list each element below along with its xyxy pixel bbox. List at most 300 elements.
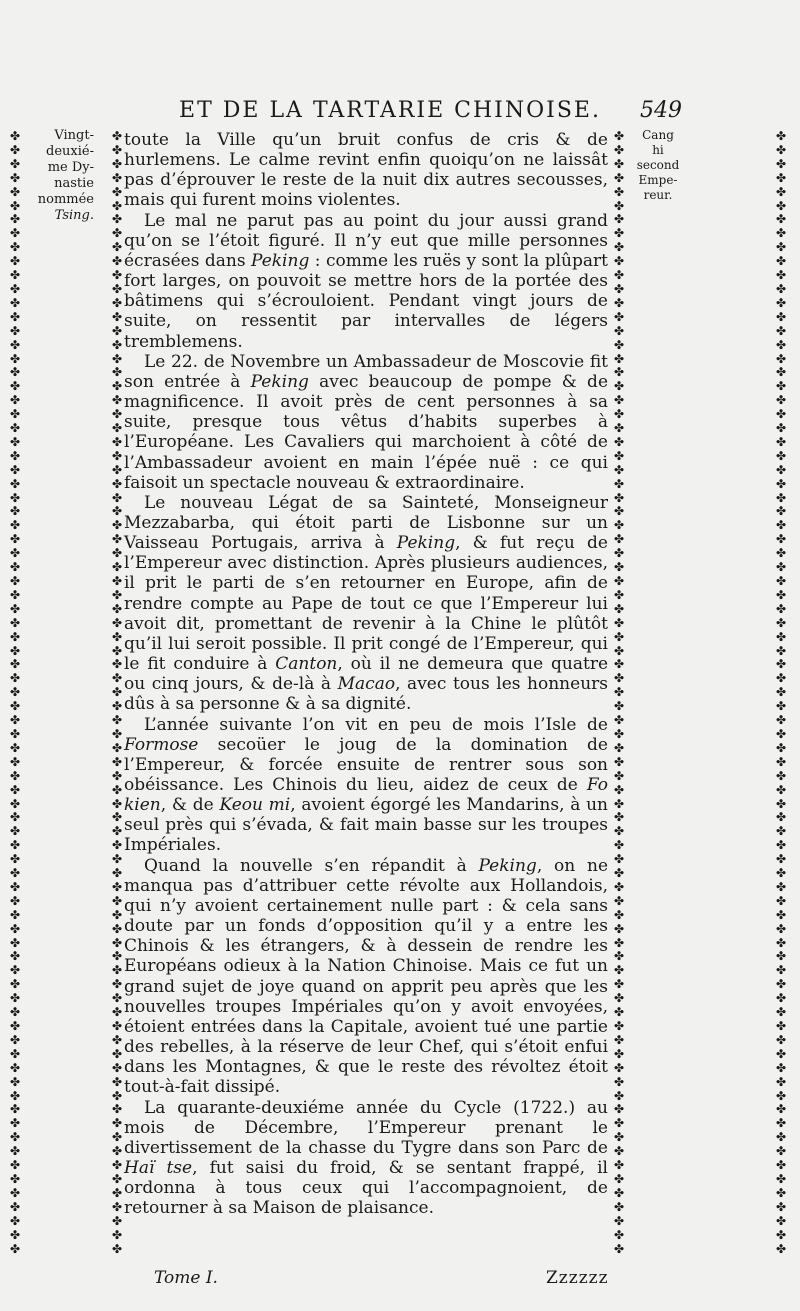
- margin-note-line: deuxié-: [46, 144, 94, 159]
- ornament-icon: ✤: [9, 1171, 21, 1186]
- ornament-icon: ✤: [613, 476, 625, 491]
- ornament-icon: ✤: [775, 907, 787, 922]
- ornament-icon: ✤: [775, 657, 787, 672]
- ornament-icon: ✤: [775, 1227, 787, 1242]
- ornament-icon: ✤: [775, 130, 787, 143]
- ornament-icon: ✤: [9, 1199, 21, 1214]
- ornament-icon: ✤: [111, 351, 123, 366]
- ornament-icon: ✤: [9, 130, 21, 143]
- running-title: ET DE LA TARTARIE CHINOISE.: [179, 98, 601, 123]
- ornament-icon: ✤: [9, 629, 21, 644]
- ornament-icon: ✤: [613, 824, 625, 839]
- ornament-icon: ✤: [775, 587, 787, 602]
- ornament-icon: ✤: [775, 518, 787, 533]
- ornament-icon: ✤: [9, 281, 21, 296]
- ornament-icon: ✤: [775, 504, 787, 519]
- ornament-icon: ✤: [613, 657, 625, 672]
- ornament-icon: ✤: [111, 657, 123, 672]
- ornament-icon: ✤: [775, 184, 787, 199]
- ornament-icon: ✤: [9, 393, 21, 408]
- ornament-icon: ✤: [111, 198, 123, 213]
- ornament-icon: ✤: [111, 740, 123, 755]
- ornament-icon: ✤: [9, 1074, 21, 1089]
- ornament-icon: ✤: [9, 476, 21, 491]
- ornament-icon: ✤: [9, 574, 21, 588]
- ornament-icon: ✤: [775, 963, 787, 978]
- ornament-icon: ✤: [111, 1060, 123, 1075]
- ornament-icon: ✤: [111, 254, 123, 269]
- ornament-icon: ✤: [775, 782, 787, 797]
- ornament-icon: ✤: [613, 532, 625, 547]
- page-number: 549: [640, 98, 682, 123]
- ornament-icon: ✤: [613, 893, 625, 908]
- signature-mark: Zzzzzz: [546, 1268, 609, 1288]
- ornament-icon: ✤: [775, 1241, 787, 1256]
- ornament-icon: ✤: [613, 1199, 625, 1214]
- ornament-icon: ✤: [111, 768, 123, 783]
- ornament-icon: ✤: [9, 504, 21, 519]
- ornament-icon: ✤: [775, 240, 787, 255]
- ornament-icon: ✤: [9, 740, 21, 755]
- ornament-icon: ✤: [111, 170, 123, 185]
- ornament-icon: ✤: [111, 1005, 123, 1020]
- ornament-icon: ✤: [9, 838, 21, 853]
- ornament-icon: ✤: [111, 893, 123, 908]
- ornament-icon: ✤: [9, 546, 21, 561]
- ornament-icon: ✤: [775, 434, 787, 449]
- ornament-icon: ✤: [613, 240, 625, 255]
- ornament-icon: ✤: [775, 1088, 787, 1103]
- ornament-icon: ✤: [9, 1144, 21, 1159]
- ornament-icon: ✤: [9, 212, 21, 227]
- ornament-icon: ✤: [9, 587, 21, 602]
- ornament-icon: ✤: [111, 629, 123, 644]
- ornament-icon: ✤: [111, 1130, 123, 1145]
- ornament-icon: ✤: [775, 977, 787, 992]
- paragraph: Le mal ne parut pas au point du jour aussi grand qu’on se l’étoit figuré. Il n’y eut que mille personnes écrasées dans Peking : comme les ruës y sont la plûpart fort larges, on pouvoit se mettre hors de la portée des bâtimens qui s’écrouloient. Pendant vingt jours de suite, on ressentit par intervalles de légers tremblemens.: [124, 210, 608, 352]
- ornament-icon: ✤: [9, 379, 21, 394]
- ornament-icon: ✤: [9, 921, 21, 936]
- ornament-icon: ✤: [111, 824, 123, 839]
- ornament-icon: ✤: [613, 740, 625, 755]
- ornament-icon: ✤: [775, 935, 787, 950]
- ornament-icon: ✤: [111, 421, 123, 436]
- ornament-icon: ✤: [111, 379, 123, 394]
- ornament-icon: ✤: [613, 768, 625, 783]
- ornament-icon: ✤: [613, 254, 625, 269]
- ornament-icon: ✤: [111, 434, 123, 449]
- ornament-icon: ✤: [613, 685, 625, 700]
- ornament-icon: ✤: [613, 671, 625, 686]
- ornament-icon: ✤: [9, 351, 21, 366]
- ornament-icon: ✤: [111, 295, 123, 310]
- ornament-icon: ✤: [775, 142, 787, 157]
- ornament-icon: ✤: [613, 1130, 625, 1145]
- margin-note-emperor: [628, 128, 688, 203]
- ornament-icon: ✤: [775, 1199, 787, 1214]
- ornament-icon: ✤: [775, 643, 787, 658]
- ornament-icon: ✤: [111, 782, 123, 797]
- ornament-icon: ✤: [9, 323, 21, 338]
- ornament-icon: ✤: [775, 615, 787, 630]
- margin-note-line: second: [636, 158, 680, 172]
- ornament-icon: ✤: [111, 852, 123, 867]
- ornament-icon: ✤: [775, 1158, 787, 1173]
- ornament-icon: ✤: [613, 226, 625, 241]
- ornament-icon: ✤: [9, 268, 21, 283]
- ornament-icon: ✤: [775, 601, 787, 616]
- ornament-icon: ✤: [111, 699, 123, 714]
- ornament-icon: ✤: [9, 824, 21, 839]
- ornament-icon: ✤: [9, 657, 21, 672]
- ornament-icon: ✤: [613, 337, 625, 352]
- margin-note-line: Empe-: [638, 173, 678, 187]
- ornament-icon: ✤: [775, 838, 787, 853]
- ornament-icon: ✤: [613, 184, 625, 199]
- ornament-icon: ✤: [613, 977, 625, 992]
- ornament-icon: ✤: [775, 768, 787, 783]
- ornament-icon: ✤: [9, 1019, 21, 1033]
- ornament-icon: ✤: [613, 504, 625, 519]
- ornament-icon: ✤: [111, 935, 123, 950]
- ornament-icon: ✤: [775, 337, 787, 352]
- paragraph: toute la Ville qu’un bruit confus de cris & de hurlemens. Le calme revint enfin quoiqu’on ne laissât pas d’éprouver le reste de la nuit dix autres secousses, mais qui furent moins violentes.: [124, 130, 608, 211]
- margin-note-line: me Dy-: [47, 160, 94, 175]
- ornament-icon: ✤: [775, 796, 787, 811]
- ornament-icon: ✤: [9, 699, 21, 714]
- ornament-icon: ✤: [9, 142, 21, 157]
- ornament-icon: ✤: [9, 810, 21, 825]
- ornament-icon: ✤: [775, 254, 787, 269]
- ornament-icon: ✤: [9, 671, 21, 686]
- ornament-icon: ✤: [775, 1185, 787, 1200]
- ornament-icon: ✤: [775, 949, 787, 964]
- ornament-icon: ✤: [111, 130, 123, 143]
- ornament-icon: ✤: [111, 615, 123, 630]
- ornament-icon: ✤: [613, 1102, 625, 1117]
- ornament-icon: ✤: [9, 1046, 21, 1061]
- ornament-icon: ✤: [775, 1213, 787, 1228]
- ornament-icon: ✤: [9, 907, 21, 922]
- margin-note-line: reur.: [643, 188, 673, 202]
- ornament-icon: ✤: [111, 601, 123, 616]
- ornament-icon: ✤: [111, 1102, 123, 1117]
- ornament-icon: ✤: [9, 532, 21, 547]
- paragraph: Quand la nouvelle s’en répandit à Peking, on ne manqua pas d’attribuer cette révolte aux Hollandois, qui n’y avoient certainement nulle part : & cela sans doute par un fonds d’opposition qu’il y a entre les Chinois & les étrangers, & à dessein de rendre les Européans odieux à la Nation Chinoise. Mais ce fut un grand sujet de joye quand on apprit peu après que les nouvelles troupes Impériales qu’on y avoit envoyées, étoient entrées dans la Capitale, avoient tué une partie des rebelles, à la réserve de leur Chef, qui s’étoit enfui dans les Montagnes, & que le reste des révoltez étoit tout-à-fait dissipé.: [124, 855, 608, 1098]
- ornament-icon: ✤: [613, 518, 625, 533]
- ornament-icon: ✤: [111, 448, 123, 463]
- ornament-icon: ✤: [775, 574, 787, 588]
- ornament-icon: ✤: [613, 365, 625, 380]
- margin-note-line: nastie: [54, 176, 94, 191]
- ornament-icon: ✤: [775, 852, 787, 867]
- ornament-icon: ✤: [775, 713, 787, 728]
- ornament-icon: ✤: [775, 170, 787, 185]
- ornament-icon: ✤: [9, 796, 21, 811]
- ornament-icon: ✤: [111, 240, 123, 255]
- ornament-icon: ✤: [111, 212, 123, 227]
- ornament-icon: ✤: [111, 1116, 123, 1131]
- ornament-icon: ✤: [111, 1171, 123, 1186]
- ornament-icon: ✤: [9, 462, 21, 477]
- margin-note-line: hi: [652, 143, 664, 157]
- ornament-icon: ✤: [9, 490, 21, 505]
- ornament-icon: ✤: [9, 879, 21, 894]
- ornament-icon: ✤: [775, 1144, 787, 1159]
- ornament-icon: ✤: [613, 1144, 625, 1159]
- ornament-icon: ✤: [775, 212, 787, 227]
- ornament-icon: ✤: [613, 434, 625, 449]
- ornament-icon: ✤: [613, 601, 625, 616]
- ornament-icon: ✤: [111, 309, 123, 324]
- ornament-icon: ✤: [111, 156, 123, 171]
- ornament-icon: ✤: [613, 170, 625, 185]
- ornament-icon: ✤: [9, 198, 21, 213]
- ornament-icon: ✤: [111, 184, 123, 199]
- ornament-icon: ✤: [613, 1005, 625, 1020]
- ornament-icon: ✤: [775, 726, 787, 741]
- ornament-icon: ✤: [775, 1130, 787, 1145]
- ornament-border-right-inner: [612, 130, 626, 1261]
- ornament-icon: ✤: [613, 281, 625, 296]
- ornament-icon: ✤: [775, 1032, 787, 1047]
- ornament-icon: ✤: [775, 1060, 787, 1075]
- ornament-icon: ✤: [9, 309, 21, 324]
- ornament-icon: ✤: [613, 1158, 625, 1173]
- ornament-icon: ✤: [775, 1116, 787, 1131]
- paragraph: Le nouveau Légat de sa Sainteté, Monseigneur Mezzabarba, qui étoit parti de Lisbonne sur un Vaisseau Portugais, arriva à Peking, & fut reçu de l’Empereur avec distinction. Après plusieurs audiences, il prit le parti de s’en retourner en Europe, afin de rendre compte au Pape de tout ce que l’Empereur lui avoit dit, promettant de revenir à la Chine le plûtôt qu’il lui seroit possible. Il prit congé de l’Empereur, qui le fit conduire à Canton, où il ne demeura que quatre ou cinq jours, & de-là à Macao, avec tous les honneurs dûs à sa personne & à sa dignité.: [124, 492, 609, 715]
- ornament-icon: ✤: [775, 407, 787, 422]
- ornament-icon: ✤: [613, 421, 625, 436]
- ornament-icon: ✤: [111, 963, 123, 978]
- ornament-icon: ✤: [9, 643, 21, 658]
- margin-note-line: Vingt-: [54, 128, 94, 143]
- ornament-icon: ✤: [9, 1158, 21, 1173]
- ornament-icon: ✤: [613, 699, 625, 714]
- ornament-icon: ✤: [775, 365, 787, 380]
- ornament-icon: ✤: [613, 1019, 625, 1033]
- ornament-icon: ✤: [111, 1074, 123, 1089]
- ornament-icon: ✤: [613, 1074, 625, 1089]
- ornament-icon: ✤: [9, 1032, 21, 1047]
- ornament-icon: ✤: [775, 421, 787, 436]
- ornament-icon: ✤: [775, 1005, 787, 1020]
- ornament-icon: ✤: [613, 560, 625, 575]
- ornament-icon: ✤: [613, 991, 625, 1006]
- ornament-icon: ✤: [613, 295, 625, 310]
- ornament-icon: ✤: [111, 365, 123, 380]
- ornament-icon: ✤: [775, 1102, 787, 1117]
- ornament-icon: ✤: [775, 198, 787, 213]
- ornament-icon: ✤: [9, 949, 21, 964]
- ornament-icon: ✤: [9, 184, 21, 199]
- ornament-border-left-outer: [8, 130, 22, 1261]
- body-text: [124, 130, 608, 1218]
- ornament-icon: ✤: [613, 935, 625, 950]
- ornament-icon: ✤: [9, 1102, 21, 1117]
- ornament-icon: ✤: [613, 546, 625, 561]
- ornament-icon: ✤: [111, 490, 123, 505]
- margin-note-line: Cang: [642, 128, 674, 142]
- ornament-icon: ✤: [613, 1088, 625, 1103]
- ornament-icon: ✤: [613, 587, 625, 602]
- ornament-icon: ✤: [775, 546, 787, 561]
- ornament-icon: ✤: [111, 462, 123, 477]
- ornament-icon: ✤: [775, 685, 787, 700]
- ornament-icon: ✤: [111, 1032, 123, 1047]
- ornament-icon: ✤: [111, 866, 123, 881]
- ornament-icon: ✤: [775, 379, 787, 394]
- ornament-icon: ✤: [9, 226, 21, 241]
- ornament-icon: ✤: [613, 448, 625, 463]
- ornament-icon: ✤: [9, 156, 21, 171]
- ornament-icon: ✤: [111, 879, 123, 894]
- ornament-icon: ✤: [775, 532, 787, 547]
- ornament-icon: ✤: [613, 198, 625, 213]
- ornament-icon: ✤: [9, 1060, 21, 1075]
- ornament-icon: ✤: [775, 893, 787, 908]
- ornament-icon: ✤: [613, 379, 625, 394]
- ornament-icon: ✤: [9, 448, 21, 463]
- volume-label: Tome I.: [154, 1268, 218, 1288]
- ornament-icon: ✤: [111, 560, 123, 575]
- ornament-icon: ✤: [775, 268, 787, 283]
- ornament-icon: ✤: [111, 754, 123, 769]
- ornament-icon: ✤: [111, 1144, 123, 1159]
- ornament-icon: ✤: [613, 130, 625, 143]
- ornament-icon: ✤: [613, 921, 625, 936]
- ornament-icon: ✤: [775, 351, 787, 366]
- ornament-icon: ✤: [613, 866, 625, 881]
- ornament-icon: ✤: [613, 879, 625, 894]
- ornament-icon: ✤: [9, 754, 21, 769]
- ornament-icon: ✤: [775, 921, 787, 936]
- ornament-icon: ✤: [613, 1213, 625, 1228]
- ornament-icon: ✤: [775, 810, 787, 825]
- ornament-icon: ✤: [111, 726, 123, 741]
- ornament-icon: ✤: [111, 281, 123, 296]
- ornament-icon: ✤: [111, 991, 123, 1006]
- ornament-icon: ✤: [775, 1074, 787, 1089]
- ornament-border-left-inner: [110, 130, 124, 1261]
- ornament-icon: ✤: [9, 1130, 21, 1145]
- ornament-icon: ✤: [111, 796, 123, 811]
- ornament-icon: ✤: [775, 462, 787, 477]
- ornament-icon: ✤: [613, 615, 625, 630]
- ornament-icon: ✤: [111, 407, 123, 422]
- ornament-icon: ✤: [111, 393, 123, 408]
- ornament-icon: ✤: [613, 490, 625, 505]
- ornament-icon: ✤: [9, 685, 21, 700]
- ornament-icon: ✤: [111, 685, 123, 700]
- ornament-icon: ✤: [111, 921, 123, 936]
- ornament-icon: ✤: [111, 323, 123, 338]
- ornament-icon: ✤: [111, 518, 123, 533]
- ornament-border-right-outer: [774, 130, 788, 1261]
- ornament-icon: ✤: [613, 726, 625, 741]
- ornament-icon: ✤: [9, 601, 21, 616]
- ornament-icon: ✤: [9, 254, 21, 269]
- ornament-icon: ✤: [9, 615, 21, 630]
- ornament-icon: ✤: [111, 671, 123, 686]
- paragraph: Le 22. de Novembre un Ambassadeur de Moscovie fit son entrée à Peking avec beaucoup de pompe & de magnificence. Il avoit près de cent personnes à sa suite, presque tous vêtus d’habits superbes à l’Européane. Les Cavaliers qui marchoient à côté de l’Ambassadeur avoient en main l’épée nuë : ce qui faisoit un spectacle nouveau & extraordinaire.: [124, 351, 608, 493]
- ornament-icon: ✤: [111, 226, 123, 241]
- ornament-icon: ✤: [9, 782, 21, 797]
- ornament-icon: ✤: [9, 866, 21, 881]
- ornament-icon: ✤: [9, 1005, 21, 1020]
- ornament-icon: ✤: [111, 713, 123, 728]
- ornament-icon: ✤: [775, 699, 787, 714]
- ornament-icon: ✤: [111, 546, 123, 561]
- ornament-icon: ✤: [111, 907, 123, 922]
- ornament-icon: ✤: [111, 574, 123, 588]
- margin-note-line: nommée: [37, 192, 94, 207]
- ornament-icon: ✤: [9, 1185, 21, 1200]
- ornament-icon: ✤: [775, 309, 787, 324]
- paragraph: L’année suivante l’on vit en peu de mois l’Isle de Formose secoüer le joug de la domination de l’Empereur, & forcée ensuite de rentrer sous son obéissance. Les Chinois du lieu, aidez de ceux de Fo kien, & de Keou mi, avoient égorgé les Mandarins, à un seul près qui s’évada, & fait main basse sur les troupes Impériales.: [124, 714, 608, 856]
- ornament-icon: ✤: [9, 1088, 21, 1103]
- ornament-icon: ✤: [111, 532, 123, 547]
- ornament-icon: ✤: [111, 1199, 123, 1214]
- ornament-icon: ✤: [775, 476, 787, 491]
- ornament-icon: ✤: [111, 476, 123, 491]
- ornament-icon: ✤: [613, 407, 625, 422]
- ornament-icon: ✤: [111, 142, 123, 157]
- ornament-icon: ✤: [9, 560, 21, 575]
- ornament-icon: ✤: [111, 1227, 123, 1242]
- ornament-icon: ✤: [613, 754, 625, 769]
- ornament-icon: ✤: [613, 907, 625, 922]
- ornament-icon: ✤: [111, 838, 123, 853]
- ornament-icon: ✤: [775, 156, 787, 171]
- ornament-icon: ✤: [9, 1227, 21, 1242]
- ornament-icon: ✤: [775, 226, 787, 241]
- ornament-icon: ✤: [775, 490, 787, 505]
- ornament-icon: ✤: [613, 1171, 625, 1186]
- ornament-icon: ✤: [9, 768, 21, 783]
- ornament-icon: ✤: [111, 1185, 123, 1200]
- ornament-icon: ✤: [613, 963, 625, 978]
- ornament-icon: ✤: [613, 810, 625, 825]
- ornament-icon: ✤: [613, 1046, 625, 1061]
- ornament-icon: ✤: [9, 434, 21, 449]
- ornament-icon: ✤: [9, 365, 21, 380]
- ornament-icon: ✤: [775, 671, 787, 686]
- ornament-icon: ✤: [111, 1213, 123, 1228]
- ornament-icon: ✤: [111, 977, 123, 992]
- ornament-icon: ✤: [9, 421, 21, 436]
- ornament-icon: ✤: [9, 1116, 21, 1131]
- ornament-icon: ✤: [9, 337, 21, 352]
- ornament-icon: ✤: [613, 713, 625, 728]
- ornament-icon: ✤: [9, 977, 21, 992]
- ornament-icon: ✤: [9, 407, 21, 422]
- ornament-icon: ✤: [9, 240, 21, 255]
- ornament-icon: ✤: [111, 643, 123, 658]
- ornament-icon: ✤: [111, 810, 123, 825]
- ornament-icon: ✤: [111, 337, 123, 352]
- ornament-icon: ✤: [775, 295, 787, 310]
- ornament-icon: ✤: [613, 323, 625, 338]
- ornament-icon: ✤: [111, 587, 123, 602]
- ornament-icon: ✤: [613, 782, 625, 797]
- ornament-icon: ✤: [9, 991, 21, 1006]
- ornament-icon: ✤: [111, 1241, 123, 1256]
- ornament-icon: ✤: [775, 1046, 787, 1061]
- ornament-icon: ✤: [9, 295, 21, 310]
- ornament-icon: ✤: [613, 643, 625, 658]
- ornament-icon: ✤: [775, 754, 787, 769]
